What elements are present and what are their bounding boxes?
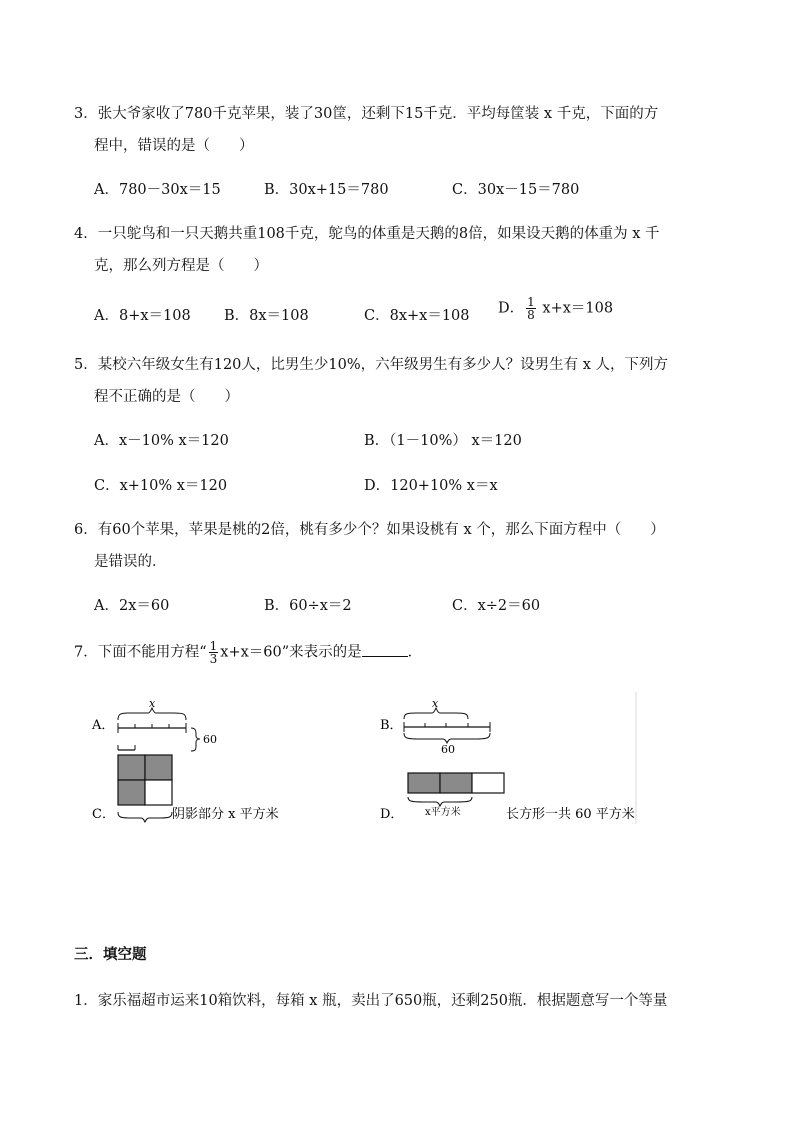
figure-b-bottom-brace	[404, 733, 490, 743]
figure-a-x-label: x	[149, 697, 156, 710]
q6-option-b: B．60÷x＝2	[264, 598, 352, 614]
q5-option-d: D．120+10% x＝x	[364, 478, 498, 494]
q4-option-d	[498, 296, 613, 321]
figure-c-caption: 阴影部分 x 平方米	[172, 807, 279, 822]
q7-stem	[74, 640, 422, 665]
q4-option-d-prefix: D．	[498, 300, 525, 317]
q5-stem-line2: 程不正确的是（ ）	[94, 389, 239, 405]
q4-stem-line2: 克，那么列方程是（ ）	[94, 258, 268, 274]
figure-a-label: A．	[92, 718, 115, 733]
figure-b-x-label: x	[432, 697, 439, 710]
q6-stem-line1: 6．有60个苹果，苹果是桃的2倍，桃有多少个？如果设桃有 x 个，那么下面方程中（ ）	[74, 522, 665, 538]
section-3-title: 三．填空题	[74, 946, 147, 963]
q7-figures	[90, 692, 650, 832]
q6-option-a: A．2x＝60	[94, 598, 170, 614]
figure-d-x-label: x平方米	[425, 807, 461, 818]
figure-d-shaded-middle	[440, 773, 472, 793]
q4-option-d-numerator: 1	[527, 295, 535, 309]
q7-fraction-numerator: 1	[209, 639, 218, 653]
section-3-q1-stem: 1．家乐福超市运来10箱饮料，每箱 x 瓶，卖出了650瓶，还剩250瓶．根据题意写一个等量	[74, 993, 668, 1009]
q3-option-c: C．30x－15＝780	[452, 182, 580, 198]
figure-c-cell-tl	[118, 755, 145, 780]
figure-d-brace	[408, 797, 472, 806]
q6-stem-line2: 是错误的．	[94, 554, 167, 570]
q4-option-c: C．8x+x＝108	[364, 308, 470, 324]
q5-option-b: B．（1－10%） x＝120	[364, 433, 522, 449]
q6-option-c: C．x÷2＝60	[452, 598, 541, 614]
q5-option-c: C．x+10% x＝120	[94, 478, 228, 494]
q4-option-d-denominator: 8	[527, 308, 535, 322]
figure-c-cell-br	[145, 780, 172, 805]
figure-c-label: C．	[92, 807, 115, 822]
q7-stem-suffix: x+x＝60”来表示的是	[220, 644, 362, 661]
q7-stem-prefix: 7．下面不能用方程“	[74, 644, 207, 661]
figure-c-cell-bl	[118, 780, 145, 805]
q7-stem-end: ．	[407, 644, 423, 661]
q3-option-b: B．30x+15＝780	[264, 182, 389, 198]
figure-a-total-label: 60	[203, 733, 217, 746]
figure-d-caption: 长方形一共 60 平方米	[506, 807, 635, 822]
q3-option-a: A．780－30x＝15	[94, 182, 221, 198]
q3-stem-line1: 3．张大爷家收了780千克苹果，装了30筐，还剩下15千克．平均每筐装 x 千克，下面的方	[74, 106, 659, 122]
q5-stem-line1: 5．某校六年级女生有120人，比男生少10%，六年级男生有多少人？设男生有 x 人，下列方	[74, 357, 669, 373]
figure-d-shaded-left	[408, 773, 440, 793]
figure-c-cell-tr	[145, 755, 172, 780]
q4-option-a: A．8+x＝108	[94, 308, 191, 324]
figure-d-label: D．	[380, 807, 404, 822]
q7-fraction-denominator: 3	[209, 652, 218, 666]
figure-b-label: B．	[380, 718, 403, 733]
q7-answer-blank	[362, 642, 408, 657]
figure-c-brace	[118, 812, 172, 822]
figure-b-total-label: 60	[441, 743, 455, 756]
figure-a-right-brace	[191, 728, 200, 751]
q3-stem-line2: 程中，错误的是（ ）	[94, 138, 254, 154]
q4-option-b: B．8x＝108	[224, 308, 309, 324]
q5-option-a: A．x－10% x＝120	[94, 433, 229, 449]
figure-d-empty-right	[472, 773, 504, 793]
q4-stem-line1: 4．一只鸵鸟和一只天鹅共重108千克，鸵鸟的体重是天鹅的8倍，如果设天鹅的体重为 x 千	[74, 226, 660, 242]
q4-option-d-suffix: x+x＝108	[537, 300, 614, 317]
q4-option-d-fraction	[526, 296, 536, 321]
q7-stem-fraction	[209, 640, 219, 665]
